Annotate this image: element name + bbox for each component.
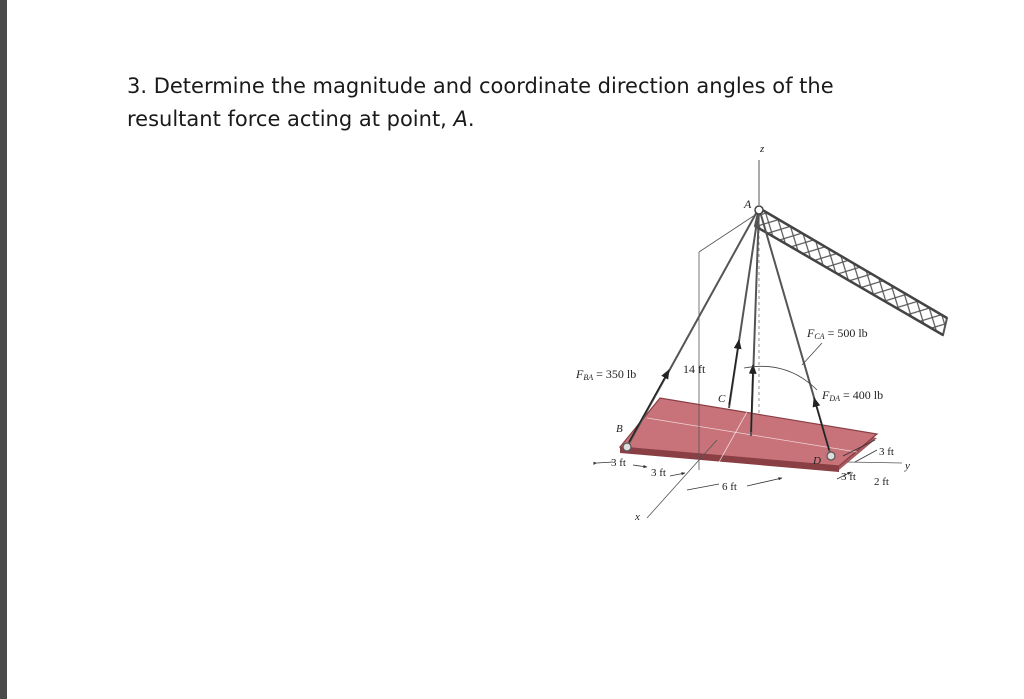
point-a-pin bbox=[755, 206, 763, 214]
problem-point-label: A bbox=[453, 107, 468, 131]
force-ca-label: FCA = 500 lb bbox=[807, 326, 868, 341]
cable-fourth bbox=[751, 208, 759, 436]
plate bbox=[620, 398, 877, 472]
point-d-label: D bbox=[813, 455, 821, 467]
z-axis-label: z bbox=[760, 143, 765, 155]
crane-boom bbox=[755, 208, 947, 335]
point-b-label: B bbox=[616, 423, 623, 435]
problem-line-2-end: . bbox=[467, 107, 475, 131]
dim-3ft-a-label: 3 ft bbox=[611, 457, 626, 469]
dim-2ft-label: 2 ft bbox=[874, 476, 889, 488]
fca-leader bbox=[802, 343, 822, 365]
y-axis-label: y bbox=[905, 460, 910, 472]
z-axis bbox=[759, 143, 765, 440]
problem-line-1: 3. Determine the magnitude and coordinate direction angles of the bbox=[127, 74, 834, 98]
dim-3ft-b-label: 3 ft bbox=[651, 467, 666, 479]
force-da-label: FDA = 400 lb bbox=[822, 388, 884, 403]
point-a-label: A bbox=[744, 197, 752, 211]
point-d-pin bbox=[827, 452, 835, 460]
dim-3ft-d-label: 3 ft bbox=[841, 471, 856, 483]
problem-figure bbox=[7, 0, 1024, 699]
dim-3ft-c-label: 3 ft bbox=[879, 446, 894, 458]
dim-6ft-label: 6 ft bbox=[722, 481, 737, 493]
window-left-edge bbox=[0, 0, 7, 699]
document-page bbox=[7, 0, 1024, 699]
point-b-pin bbox=[623, 443, 631, 451]
x-axis-label: x bbox=[635, 511, 640, 523]
dim-14ft-label: 14 ft bbox=[683, 362, 706, 376]
y-axis bbox=[847, 460, 910, 472]
point-c-label: C bbox=[718, 393, 726, 405]
force-ba-label: FBA = 350 lb bbox=[576, 367, 637, 382]
problem-line-2: resultant force acting at point, bbox=[127, 107, 454, 131]
